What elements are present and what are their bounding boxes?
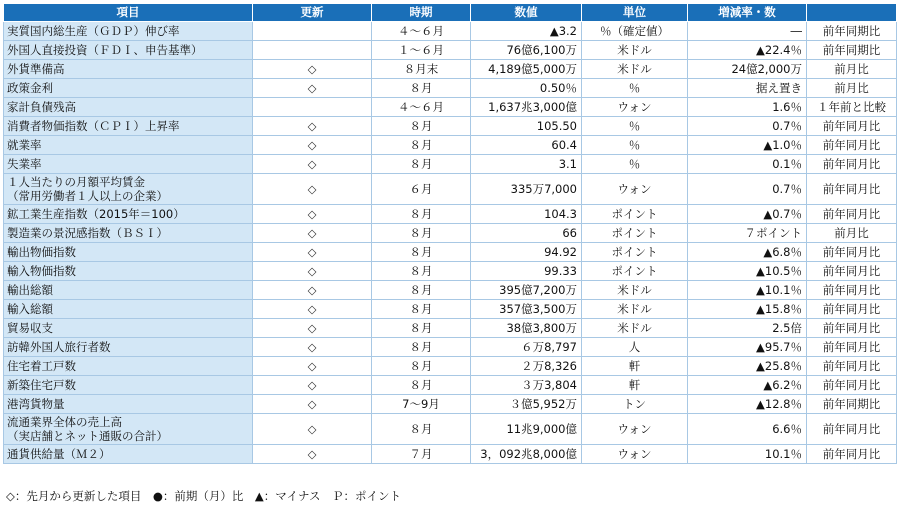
table-row — [4, 79, 897, 98]
cell-change: 据え置き — [688, 79, 807, 98]
cell-change: ▲22.4％ — [688, 41, 807, 60]
item-label: 輸入総額 — [7, 302, 53, 316]
cell-item — [4, 243, 253, 262]
cell-change: ▲12.8％ — [688, 395, 807, 414]
cell-updated: ◇ — [253, 224, 372, 243]
table-row — [4, 445, 897, 464]
cell-item — [4, 376, 253, 395]
cell-period: ８月末 — [372, 60, 471, 79]
economic-indicators-table — [3, 3, 897, 464]
table-row — [4, 98, 897, 117]
cell-unit: ％ — [582, 117, 688, 136]
cell-updated: ◇ — [253, 376, 372, 395]
cell-item — [4, 155, 253, 174]
cell-change: 6.6％ — [688, 414, 807, 445]
item-label: 鉱工業生産指数（2015年＝100） — [7, 207, 185, 221]
cell-change: 2.5倍 — [688, 319, 807, 338]
table-row — [4, 281, 897, 300]
item-label: 製造業の景況感指数（ＢＳＩ） — [7, 226, 168, 240]
cell-unit: トン — [582, 395, 688, 414]
cell-updated: ◇ — [253, 79, 372, 98]
item-label: １人当たりの月額平均賃金 — [7, 175, 145, 189]
item-label: 貿易収支 — [7, 321, 53, 335]
cell-item — [4, 117, 253, 136]
cell-value: ２万8,326 — [471, 357, 582, 376]
cell-value: 76億6,100万 — [471, 41, 582, 60]
cell-period: ８月 — [372, 155, 471, 174]
cell-value: 104.3 — [471, 205, 582, 224]
cell-period: ８月 — [372, 338, 471, 357]
cell-item — [4, 300, 253, 319]
table-row — [4, 262, 897, 281]
table-row — [4, 243, 897, 262]
header-updated: 更新 — [253, 4, 372, 22]
cell-value: 335万7,000 — [471, 174, 582, 205]
cell-value: 3，092兆8,000億 — [471, 445, 582, 464]
cell-unit: ウォン — [582, 414, 688, 445]
item-label: （常用労働者１人以上の企業） — [7, 189, 168, 203]
cell-period: ８月 — [372, 300, 471, 319]
cell-compare: 前年同月比 — [807, 281, 897, 300]
header-period: 時期 — [372, 4, 471, 22]
cell-change: 0.1％ — [688, 155, 807, 174]
table-row — [4, 338, 897, 357]
cell-unit: ウォン — [582, 174, 688, 205]
cell-change: ▲6.2％ — [688, 376, 807, 395]
cell-value: 357億3,500万 — [471, 300, 582, 319]
cell-value: 60.4 — [471, 136, 582, 155]
cell-period: ８月 — [372, 281, 471, 300]
cell-period: ８月 — [372, 205, 471, 224]
cell-updated: ◇ — [253, 300, 372, 319]
cell-change: ▲10.1％ — [688, 281, 807, 300]
item-label: 通貨供給量（Ｍ２） — [7, 447, 111, 461]
cell-compare: 前年同月比 — [807, 136, 897, 155]
cell-unit: ％ — [582, 155, 688, 174]
cell-period: ８月 — [372, 357, 471, 376]
cell-updated: ◇ — [253, 205, 372, 224]
header-change: 増減率・数 — [688, 4, 807, 22]
legend-note: ◇：先月から更新した項目 ●：前期（月）比 ▲：マイナス Ｐ：ポイント — [6, 489, 402, 503]
cell-period: 7～9月 — [372, 395, 471, 414]
cell-unit: ポイント — [582, 205, 688, 224]
cell-period: ８月 — [372, 136, 471, 155]
cell-unit: ％（確定値） — [582, 22, 688, 41]
cell-period: ４～６月 — [372, 22, 471, 41]
table-row — [4, 224, 897, 243]
item-label: 輸出物価指数 — [7, 245, 76, 259]
cell-change: ― — [688, 22, 807, 41]
cell-value: 11兆9,000億 — [471, 414, 582, 445]
table-row — [4, 414, 897, 445]
cell-unit: 米ドル — [582, 300, 688, 319]
cell-updated — [253, 98, 372, 117]
cell-updated: ◇ — [253, 414, 372, 445]
cell-unit: 軒 — [582, 376, 688, 395]
cell-item — [4, 79, 253, 98]
cell-unit: ポイント — [582, 262, 688, 281]
cell-compare: 前年同期比 — [807, 395, 897, 414]
cell-item — [4, 445, 253, 464]
cell-updated: ◇ — [253, 357, 372, 376]
table-row — [4, 319, 897, 338]
item-label: 港湾貨物量 — [7, 397, 65, 411]
cell-compare: 前年同月比 — [807, 155, 897, 174]
item-label: 家計負債残高 — [7, 100, 76, 114]
cell-item — [4, 357, 253, 376]
cell-value: ３億5,952万 — [471, 395, 582, 414]
cell-value: 3.1 — [471, 155, 582, 174]
cell-change: ▲6.8％ — [688, 243, 807, 262]
table-row — [4, 155, 897, 174]
header-compare — [807, 4, 897, 22]
table-row — [4, 395, 897, 414]
cell-change: ▲0.7％ — [688, 205, 807, 224]
table-row — [4, 300, 897, 319]
cell-item — [4, 281, 253, 300]
cell-unit: ウォン — [582, 445, 688, 464]
cell-period: ４～６月 — [372, 98, 471, 117]
table-body — [4, 22, 897, 464]
cell-change: 10.1％ — [688, 445, 807, 464]
cell-value: 66 — [471, 224, 582, 243]
cell-change: 0.7％ — [688, 117, 807, 136]
cell-compare: 前年同月比 — [807, 338, 897, 357]
cell-compare: 前月比 — [807, 224, 897, 243]
item-label: 流通業界全体の売上高 — [7, 415, 122, 429]
table-row — [4, 136, 897, 155]
cell-updated — [253, 22, 372, 41]
cell-period: ６月 — [372, 174, 471, 205]
cell-unit: ％ — [582, 79, 688, 98]
table-row — [4, 357, 897, 376]
cell-period: ８月 — [372, 414, 471, 445]
cell-compare: 前年同月比 — [807, 117, 897, 136]
cell-updated: ◇ — [253, 174, 372, 205]
cell-unit: 米ドル — [582, 60, 688, 79]
cell-unit: ポイント — [582, 224, 688, 243]
cell-updated: ◇ — [253, 136, 372, 155]
cell-compare: 前年同月比 — [807, 376, 897, 395]
cell-change: ▲95.7％ — [688, 338, 807, 357]
cell-period: ８月 — [372, 79, 471, 98]
cell-item — [4, 414, 253, 445]
item-label: 実質国内総生産（ＧＤＰ）伸び率 — [7, 24, 180, 38]
table-row — [4, 22, 897, 41]
cell-unit: 人 — [582, 338, 688, 357]
cell-updated: ◇ — [253, 445, 372, 464]
cell-compare: 前年同期比 — [807, 41, 897, 60]
cell-compare: 前年同月比 — [807, 319, 897, 338]
cell-item — [4, 205, 253, 224]
table-row — [4, 60, 897, 79]
cell-value: ３万3,804 — [471, 376, 582, 395]
cell-compare: 前年同月比 — [807, 262, 897, 281]
cell-item — [4, 338, 253, 357]
cell-unit: ％ — [582, 136, 688, 155]
cell-item — [4, 174, 253, 205]
item-label: 輸出総額 — [7, 283, 53, 297]
cell-compare: 前月比 — [807, 79, 897, 98]
item-label: 住宅着工戸数 — [7, 359, 76, 373]
item-label: 就業率 — [7, 138, 42, 152]
cell-compare: 前年同期比 — [807, 22, 897, 41]
header-value: 数値 — [471, 4, 582, 22]
item-label: 新築住宅戸数 — [7, 378, 76, 392]
cell-updated: ◇ — [253, 262, 372, 281]
cell-change: ▲10.5％ — [688, 262, 807, 281]
cell-updated: ◇ — [253, 338, 372, 357]
cell-updated — [253, 41, 372, 60]
cell-value: ６万8,797 — [471, 338, 582, 357]
cell-item — [4, 395, 253, 414]
cell-value: ▲3.2 — [471, 22, 582, 41]
cell-period: ８月 — [372, 319, 471, 338]
cell-updated: ◇ — [253, 281, 372, 300]
header-unit: 単位 — [582, 4, 688, 22]
cell-item — [4, 22, 253, 41]
table-header-row — [4, 4, 897, 22]
cell-value: 1,637兆3,000億 — [471, 98, 582, 117]
item-label: 外貨準備高 — [7, 62, 65, 76]
cell-change: ７ポイント — [688, 224, 807, 243]
item-label: （実店舗とネット通販の合計） — [7, 429, 168, 443]
cell-updated: ◇ — [253, 319, 372, 338]
table-row — [4, 41, 897, 60]
cell-unit: 米ドル — [582, 41, 688, 60]
cell-compare: １年前と比較 — [807, 98, 897, 117]
cell-value: 395億7,200万 — [471, 281, 582, 300]
cell-change: 0.7％ — [688, 174, 807, 205]
cell-period: ７月 — [372, 445, 471, 464]
cell-item — [4, 319, 253, 338]
table-row — [4, 117, 897, 136]
cell-item — [4, 262, 253, 281]
cell-item — [4, 98, 253, 117]
cell-value: 38億3,800万 — [471, 319, 582, 338]
table-row — [4, 205, 897, 224]
cell-compare: 前年同月比 — [807, 300, 897, 319]
cell-period: ８月 — [372, 262, 471, 281]
cell-updated: ◇ — [253, 395, 372, 414]
item-label: 輸入物価指数 — [7, 264, 76, 278]
cell-item — [4, 224, 253, 243]
cell-unit: 軒 — [582, 357, 688, 376]
cell-compare: 前年同月比 — [807, 174, 897, 205]
cell-item — [4, 60, 253, 79]
cell-compare: 前年同月比 — [807, 414, 897, 445]
cell-compare: 前年同月比 — [807, 243, 897, 262]
cell-change: ▲1.0％ — [688, 136, 807, 155]
item-label: 訪韓外国人旅行者数 — [7, 340, 111, 354]
cell-period: ８月 — [372, 376, 471, 395]
cell-period: ８月 — [372, 117, 471, 136]
cell-updated: ◇ — [253, 243, 372, 262]
cell-value: 94.92 — [471, 243, 582, 262]
cell-compare: 前月比 — [807, 60, 897, 79]
cell-value: 4,189億5,000万 — [471, 60, 582, 79]
cell-compare: 前年同月比 — [807, 205, 897, 224]
cell-unit: ウォン — [582, 98, 688, 117]
item-label: 失業率 — [7, 157, 42, 171]
cell-unit: 米ドル — [582, 281, 688, 300]
header-item: 項目 — [4, 4, 253, 22]
cell-period: １～６月 — [372, 41, 471, 60]
cell-updated: ◇ — [253, 117, 372, 136]
cell-item — [4, 136, 253, 155]
item-label: 消費者物価指数（ＣＰＩ）上昇率 — [7, 119, 180, 133]
cell-value: 105.50 — [471, 117, 582, 136]
cell-item — [4, 41, 253, 60]
cell-change: 24億2,000万 — [688, 60, 807, 79]
cell-updated: ◇ — [253, 155, 372, 174]
cell-change: ▲15.8％ — [688, 300, 807, 319]
cell-updated: ◇ — [253, 60, 372, 79]
cell-compare: 前年同月比 — [807, 357, 897, 376]
cell-value: 0.50％ — [471, 79, 582, 98]
cell-change: 1.6％ — [688, 98, 807, 117]
cell-unit: ポイント — [582, 243, 688, 262]
item-label: 外国人直接投資（ＦＤＩ、申告基準） — [7, 43, 203, 57]
table-row — [4, 174, 897, 205]
cell-unit: 米ドル — [582, 319, 688, 338]
cell-period: ８月 — [372, 224, 471, 243]
cell-compare: 前年同月比 — [807, 445, 897, 464]
cell-period: ８月 — [372, 243, 471, 262]
cell-change: ▲25.8％ — [688, 357, 807, 376]
item-label: 政策金利 — [7, 81, 53, 95]
table-row — [4, 376, 897, 395]
cell-value: 99.33 — [471, 262, 582, 281]
